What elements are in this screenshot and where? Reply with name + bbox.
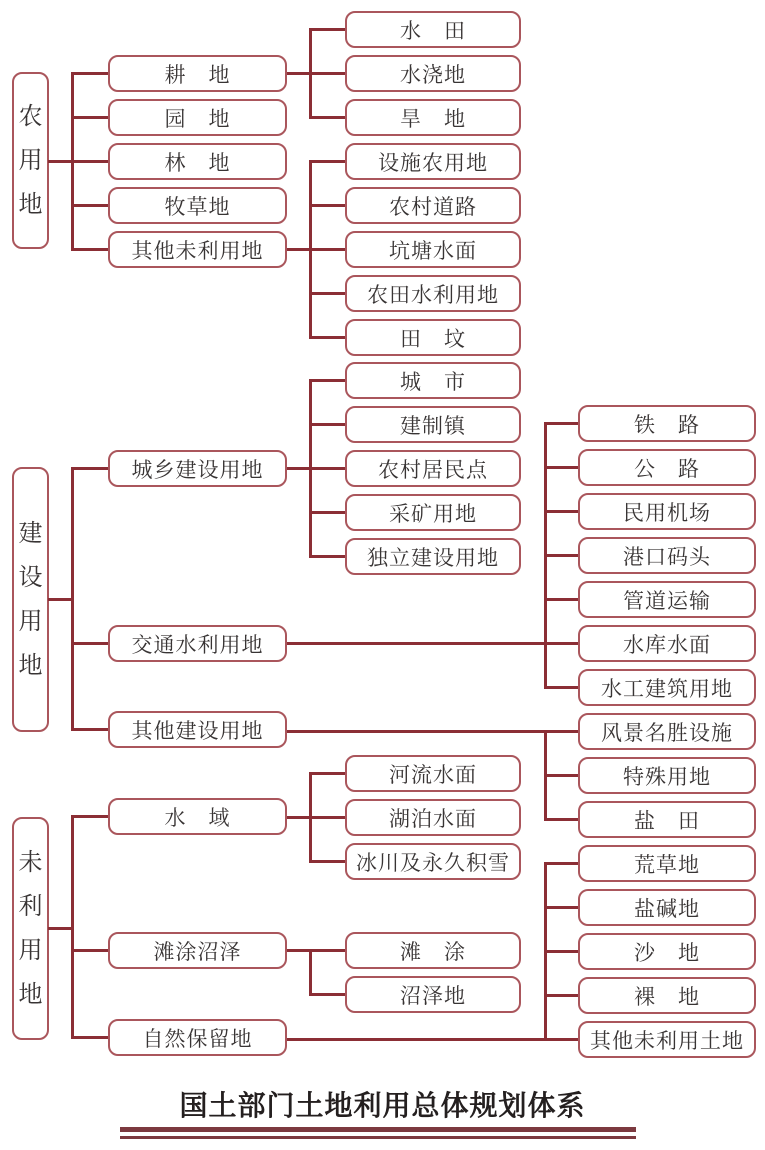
node-farmland-water-land: 农田水利用地 (345, 275, 521, 312)
connector-line (72, 728, 108, 731)
connector-line (71, 72, 74, 251)
node-forest-land: 林 地 (108, 143, 287, 180)
node-saline-alkali-land: 盐碱地 (578, 889, 756, 926)
connector-line (72, 204, 108, 207)
connector-line (310, 772, 345, 775)
node-lake-water: 湖泊水面 (345, 799, 521, 836)
node-hydraulic-construction-land: 水工建筑用地 (578, 669, 756, 706)
connector-line (310, 860, 345, 863)
node-river-water: 河流水面 (345, 755, 521, 792)
connector-line (310, 993, 345, 996)
connector-line (72, 467, 108, 470)
node-bare-land: 裸 地 (578, 977, 756, 1014)
node-unused-land (12, 817, 49, 1040)
connector-line (72, 815, 108, 818)
node-water-area: 水 域 (108, 798, 287, 835)
node-salt-field: 盐 田 (578, 801, 756, 838)
connector-line (310, 28, 345, 31)
connector-line (545, 862, 578, 865)
connector-line (545, 510, 578, 513)
connector-line (71, 467, 74, 731)
node-port-wharf: 港口码头 (578, 537, 756, 574)
connector-line (309, 28, 312, 119)
node-tidal-flat-marsh: 滩涂沼泽 (108, 932, 287, 969)
node-construction-land (12, 467, 49, 732)
node-irrigated-land: 水浇地 (345, 55, 521, 92)
node-pond-water: 坑塘水面 (345, 231, 521, 268)
node-tidal-flat: 滩 涂 (345, 932, 521, 969)
connector-line (545, 818, 578, 821)
connector-line (545, 906, 578, 909)
connector-line (287, 248, 345, 251)
node-other-construction-land: 其他建设用地 (108, 711, 287, 748)
connector-line (545, 994, 578, 997)
node-railway: 铁 路 (578, 405, 756, 442)
connector-line (71, 815, 74, 1039)
node-marsh-land: 沼泽地 (345, 976, 521, 1013)
connector-line (48, 160, 108, 163)
connector-line (72, 1036, 108, 1039)
connector-line (309, 772, 312, 863)
title-underline-thick (120, 1127, 636, 1132)
connector-line (72, 72, 108, 75)
connector-line (310, 423, 345, 426)
node-waste-grassland: 荒草地 (578, 845, 756, 882)
connector-line (72, 949, 108, 952)
diagram-title: 国土部门土地利用总体规划体系 (179, 1090, 586, 1121)
connector-line (310, 160, 345, 163)
connector-line (545, 950, 578, 953)
connector-line (310, 511, 345, 514)
connector-line (287, 816, 345, 819)
node-natural-reserve-land: 自然保留地 (108, 1019, 287, 1056)
node-cultivated-land: 耕 地 (108, 55, 287, 92)
connector-line (309, 160, 312, 339)
node-facility-agri-land: 设施农用地 (345, 143, 521, 180)
connector-line (545, 598, 578, 601)
node-label: 建设用地 (18, 519, 43, 679)
connector-line (287, 467, 345, 470)
node-garden-land: 园 地 (108, 99, 287, 136)
node-label: 农用地 (18, 102, 43, 218)
node-pipeline-transport: 管道运输 (578, 581, 756, 618)
connector-line (310, 116, 345, 119)
node-urban-rural-construction-land: 城乡建设用地 (108, 450, 287, 487)
connector-line (287, 730, 578, 733)
node-field-mound: 田 坟 (345, 319, 521, 356)
connector-line (310, 204, 345, 207)
node-organized-town: 建制镇 (345, 406, 521, 443)
node-independent-construction-land: 独立建设用地 (345, 538, 521, 575)
node-special-land: 特殊用地 (578, 757, 756, 794)
node-other-unused-land-agri: 其他未利用地 (108, 231, 287, 268)
node-agricultural-land (12, 72, 49, 249)
node-pasture-land: 牧草地 (108, 187, 287, 224)
connector-line (287, 1038, 578, 1041)
connector-line (310, 292, 345, 295)
node-rural-road: 农村道路 (345, 187, 521, 224)
connector-line (72, 642, 108, 645)
title-underline-thin (120, 1136, 636, 1139)
node-reservoir-water: 水库水面 (578, 625, 756, 662)
connector-line (309, 379, 312, 558)
connector-line (287, 72, 345, 75)
node-other-unused-land: 其他未利用土地 (578, 1021, 756, 1058)
node-civil-airport: 民用机场 (578, 493, 756, 530)
connector-line (545, 774, 578, 777)
node-mining-land: 采矿用地 (345, 494, 521, 531)
connector-line (310, 336, 345, 339)
connector-line (72, 248, 108, 251)
connector-line (545, 466, 578, 469)
connector-line (545, 554, 578, 557)
node-city: 城 市 (345, 362, 521, 399)
node-scenic-facility: 风景名胜设施 (578, 713, 756, 750)
node-dry-land: 旱 地 (345, 99, 521, 136)
connector-line (545, 686, 578, 689)
connector-line (72, 116, 108, 119)
node-transport-water-land: 交通水利用地 (108, 625, 287, 662)
node-rural-settlement: 农村居民点 (345, 450, 521, 487)
connector-line (545, 422, 578, 425)
node-label: 未利用地 (18, 848, 43, 1008)
connector-line (310, 379, 345, 382)
node-paddy-field: 水 田 (345, 11, 521, 48)
connector-line (309, 949, 312, 996)
node-sandy-land: 沙 地 (578, 933, 756, 970)
node-glacier-snow: 冰川及永久积雪 (345, 843, 521, 880)
node-highway: 公 路 (578, 449, 756, 486)
connector-line (310, 555, 345, 558)
connector-line (287, 642, 578, 645)
connector-line (287, 949, 345, 952)
